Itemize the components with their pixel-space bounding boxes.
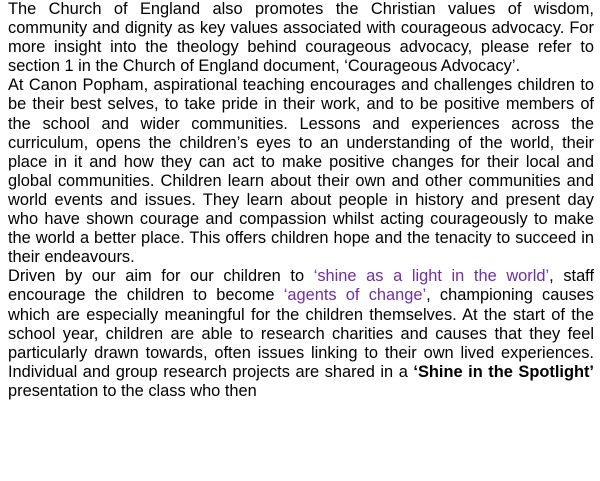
paragraph-text: Driven by our aim for our children to bbox=[8, 267, 314, 286]
quote-agents-of-change: ‘agents of change’ bbox=[283, 286, 427, 305]
paragraph-church-values bbox=[8, 0, 594, 76]
paragraph-agents-of-change bbox=[8, 267, 594, 401]
paragraph-text: The Church of England also promotes the Christian values of wisdom, community and dignity as key values associated with courageous advocacy. For more insight into the theology behind courageous advocacy, please refer to section 1 in the Church of England document, ‘Courageous Advocacy’. bbox=[8, 0, 594, 76]
paragraph-aspirational-teaching bbox=[8, 76, 594, 267]
paragraph-text: , championing causes which are especially meaningful for the children themselves. At the start of the school year, children are able to research charities and causes that they feel particularly drawn towards, often issues linking to their own lived experiences. Individual and group research projects are shared in a bbox=[8, 286, 594, 381]
paragraph-text: At Canon Popham, aspirational teaching encourages and challenges children to be their best selves, to take pride in their work, and to be positive members of the school and wider communities. Lessons and experiences across the curriculum, opens the children’s eyes to an understanding of the world, their place in it and how they can act to make positive changes for their local and global communities. Children learn about their own and other communities and world events and issues. They learn about people in history and present day who have shown courage and compassion whilst acting courageously to make the world a better place. This offers children hope and the tenacity to succeed in their endeavours. bbox=[8, 76, 594, 267]
paragraph-text: , staff encourage the children to become bbox=[8, 267, 594, 305]
quote-shine-as-a-light: ‘shine as a light in the world’ bbox=[313, 267, 550, 286]
paragraph-text: presentation to the class who then bbox=[8, 381, 257, 400]
bold-shine-in-the-spotlight: ‘Shine in the Spotlight’ bbox=[413, 362, 594, 381]
